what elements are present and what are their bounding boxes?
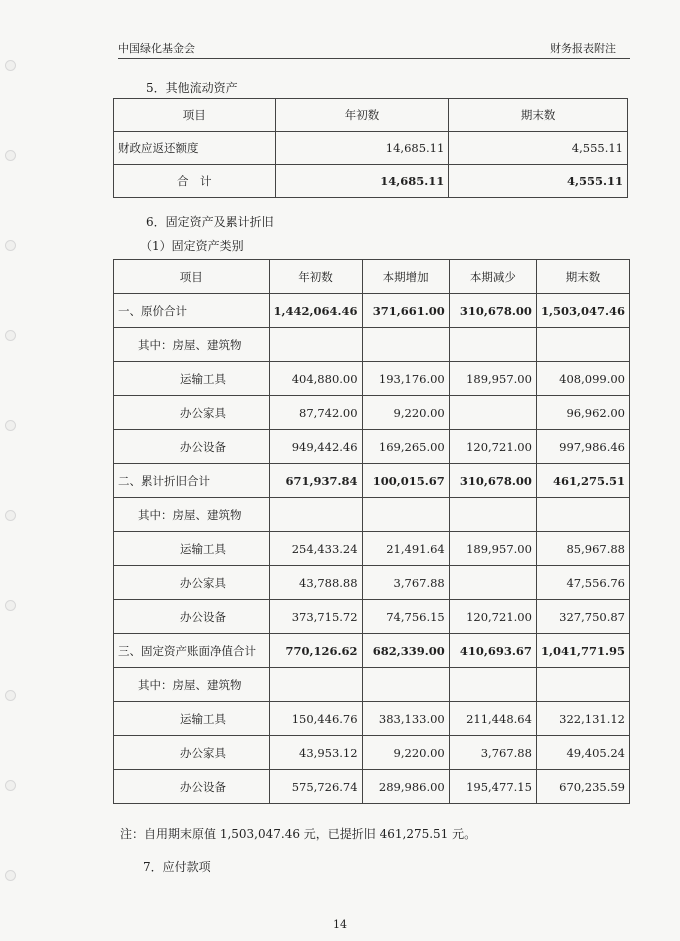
column-header: 年初数 bbox=[275, 99, 449, 132]
row-label: 财政应返还额度 bbox=[114, 132, 276, 165]
table-row bbox=[114, 362, 630, 396]
table-row bbox=[114, 668, 630, 702]
begin-value: 1,442,064.46 bbox=[269, 294, 362, 328]
table-header-row bbox=[114, 99, 628, 132]
begin-value bbox=[269, 328, 362, 362]
page-number: 14 bbox=[333, 918, 347, 931]
column-header: 本期减少 bbox=[449, 260, 536, 294]
fixed-assets-note: 注：自用期末原值 1,503,047.46 元，已提折旧 461,275.51 元。 bbox=[120, 827, 477, 841]
decrease-value: 211,448.64 bbox=[449, 702, 536, 736]
increase-value: 682,339.00 bbox=[362, 634, 449, 668]
header-doc-title: 财务报表附注 bbox=[550, 42, 616, 55]
row-label: 办公设备 bbox=[114, 600, 270, 634]
category-row bbox=[114, 634, 630, 668]
table-row bbox=[114, 498, 630, 532]
table-row bbox=[114, 132, 628, 165]
increase-value: 383,133.00 bbox=[362, 702, 449, 736]
end-value: 1,041,771.95 bbox=[536, 634, 629, 668]
column-header: 本期增加 bbox=[362, 260, 449, 294]
decrease-value: 195,477.15 bbox=[449, 770, 536, 804]
begin-value bbox=[269, 498, 362, 532]
total-label: 合 计 bbox=[114, 165, 276, 198]
end-value: 408,099.00 bbox=[536, 362, 629, 396]
increase-value: 9,220.00 bbox=[362, 736, 449, 770]
begin-value: 43,953.12 bbox=[269, 736, 362, 770]
end-value: 96,962.00 bbox=[536, 396, 629, 430]
fixed-assets-table bbox=[113, 259, 630, 804]
binder-hole bbox=[5, 780, 16, 791]
table-row bbox=[114, 770, 630, 804]
column-header: 项目 bbox=[114, 260, 270, 294]
increase-value: 9,220.00 bbox=[362, 396, 449, 430]
table-row bbox=[114, 600, 630, 634]
increase-value bbox=[362, 498, 449, 532]
increase-value: 169,265.00 bbox=[362, 430, 449, 464]
column-header: 项目 bbox=[114, 99, 276, 132]
decrease-value bbox=[449, 396, 536, 430]
increase-value: 74,756.15 bbox=[362, 600, 449, 634]
table-row bbox=[114, 328, 630, 362]
table-row bbox=[114, 566, 630, 600]
row-label: 运输工具 bbox=[114, 532, 270, 566]
decrease-value bbox=[449, 328, 536, 362]
section-5-title: 5．其他流动资产 bbox=[146, 81, 238, 95]
end-value: 85,967.88 bbox=[536, 532, 629, 566]
end-value: 461,275.51 bbox=[536, 464, 629, 498]
begin-value: 373,715.72 bbox=[269, 600, 362, 634]
row-label: 其中：房屋、建筑物 bbox=[114, 328, 270, 362]
end-value: 670,235.59 bbox=[536, 770, 629, 804]
decrease-value: 120,721.00 bbox=[449, 430, 536, 464]
end-value: 47,556.76 bbox=[536, 566, 629, 600]
binder-hole bbox=[5, 150, 16, 161]
table-row bbox=[114, 396, 630, 430]
total-end-value: 4,555.11 bbox=[449, 165, 628, 198]
header-org: 中国绿化基金会 bbox=[118, 42, 195, 55]
column-header: 期末数 bbox=[536, 260, 629, 294]
decrease-value: 120,721.00 bbox=[449, 600, 536, 634]
end-value: 997,986.46 bbox=[536, 430, 629, 464]
category-row bbox=[114, 464, 630, 498]
begin-value: 150,446.76 bbox=[269, 702, 362, 736]
binder-hole bbox=[5, 420, 16, 431]
begin-value: 671,937.84 bbox=[269, 464, 362, 498]
page-header bbox=[118, 38, 630, 59]
column-header: 期末数 bbox=[449, 99, 628, 132]
increase-value: 3,767.88 bbox=[362, 566, 449, 600]
decrease-value bbox=[449, 668, 536, 702]
increase-value: 289,986.00 bbox=[362, 770, 449, 804]
table-row bbox=[114, 736, 630, 770]
end-value: 327,750.87 bbox=[536, 600, 629, 634]
row-label: 其中：房屋、建筑物 bbox=[114, 668, 270, 702]
row-label: 运输工具 bbox=[114, 702, 270, 736]
binder-hole bbox=[5, 240, 16, 251]
decrease-value: 310,678.00 bbox=[449, 294, 536, 328]
increase-value bbox=[362, 328, 449, 362]
table-header-row bbox=[114, 260, 630, 294]
row-label: 办公设备 bbox=[114, 770, 270, 804]
begin-value: 254,433.24 bbox=[269, 532, 362, 566]
increase-value bbox=[362, 668, 449, 702]
binder-hole bbox=[5, 690, 16, 701]
begin-value: 575,726.74 bbox=[269, 770, 362, 804]
binder-hole bbox=[5, 870, 16, 881]
begin-value: 14,685.11 bbox=[275, 132, 449, 165]
category-row bbox=[114, 294, 630, 328]
row-label: 运输工具 bbox=[114, 362, 270, 396]
begin-value: 43,788.88 bbox=[269, 566, 362, 600]
begin-value: 770,126.62 bbox=[269, 634, 362, 668]
section-6-title: 6．固定资产及累计折旧 bbox=[146, 215, 274, 229]
decrease-value: 189,957.00 bbox=[449, 532, 536, 566]
row-label: 办公家具 bbox=[114, 396, 270, 430]
decrease-value: 3,767.88 bbox=[449, 736, 536, 770]
increase-value: 371,661.00 bbox=[362, 294, 449, 328]
begin-value: 87,742.00 bbox=[269, 396, 362, 430]
row-label: 其中：房屋、建筑物 bbox=[114, 498, 270, 532]
decrease-value: 410,693.67 bbox=[449, 634, 536, 668]
total-row bbox=[114, 165, 628, 198]
decrease-value bbox=[449, 498, 536, 532]
end-value: 4,555.11 bbox=[449, 132, 628, 165]
table-row bbox=[114, 430, 630, 464]
end-value: 322,131.12 bbox=[536, 702, 629, 736]
row-label: 办公家具 bbox=[114, 736, 270, 770]
row-label: 二、累计折旧合计 bbox=[114, 464, 270, 498]
increase-value: 193,176.00 bbox=[362, 362, 449, 396]
column-header: 年初数 bbox=[269, 260, 362, 294]
row-label: 三、固定资产账面净值合计 bbox=[114, 634, 270, 668]
row-label: 办公家具 bbox=[114, 566, 270, 600]
section-6-subtitle: （1）固定资产类别 bbox=[140, 239, 244, 253]
end-value: 49,405.24 bbox=[536, 736, 629, 770]
section-7-title: 7．应付款项 bbox=[143, 860, 211, 874]
binder-hole bbox=[5, 510, 16, 521]
decrease-value bbox=[449, 566, 536, 600]
decrease-value: 310,678.00 bbox=[449, 464, 536, 498]
row-label: 一、原价合计 bbox=[114, 294, 270, 328]
total-begin-value: 14,685.11 bbox=[275, 165, 449, 198]
end-value bbox=[536, 328, 629, 362]
begin-value bbox=[269, 668, 362, 702]
end-value: 1,503,047.46 bbox=[536, 294, 629, 328]
other-current-assets-table bbox=[113, 98, 628, 198]
begin-value: 949,442.46 bbox=[269, 430, 362, 464]
table-row bbox=[114, 532, 630, 566]
binder-hole bbox=[5, 600, 16, 611]
end-value bbox=[536, 498, 629, 532]
row-label: 办公设备 bbox=[114, 430, 270, 464]
decrease-value: 189,957.00 bbox=[449, 362, 536, 396]
end-value bbox=[536, 668, 629, 702]
increase-value: 100,015.67 bbox=[362, 464, 449, 498]
begin-value: 404,880.00 bbox=[269, 362, 362, 396]
binder-hole bbox=[5, 60, 16, 71]
binder-hole bbox=[5, 330, 16, 341]
table-row bbox=[114, 702, 630, 736]
increase-value: 21,491.64 bbox=[362, 532, 449, 566]
